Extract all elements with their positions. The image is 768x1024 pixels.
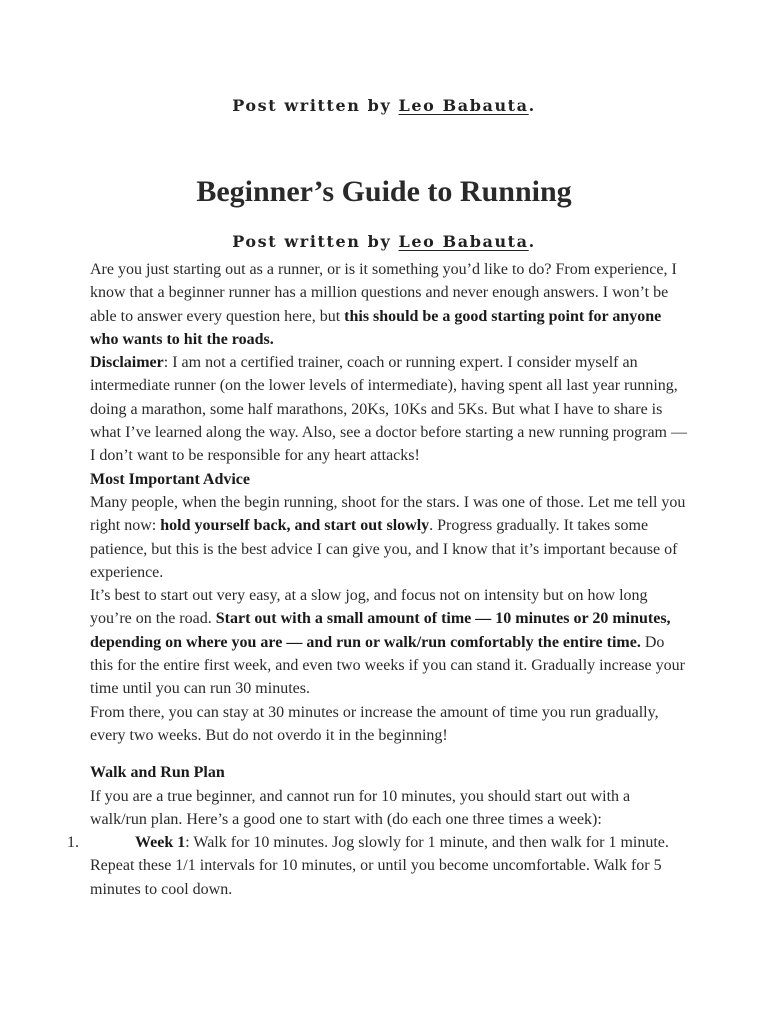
disclaimer-label: Disclaimer (90, 354, 164, 372)
page-title: Beginner’s Guide to Running (196, 175, 572, 208)
disclaimer-text: : I am not a certified trainer, coach or running expert. I consider myself an intermediate runner (on the lower levels of intermediate), having spent all last year running, doing a marathon, some half marathons, 20Ks, 10Ks and 5Ks. But what I have to share is what I’ve learned along the way. Also, see a doctor before starting a new running program — I don’t want to be responsible for any heart attacks! (90, 354, 687, 465)
intro-bold: this should be a good starting point for anyone who wants to hit the roads. (90, 307, 662, 348)
paragraph-spacer (90, 747, 690, 761)
plan-intro-paragraph: If you are a true beginner, and cannot run for 10 minutes, you should start out with a walk/run plan. Here’s a good one to start with (do each one three times a week): (90, 787, 631, 828)
disclaimer-paragraph (90, 351, 690, 467)
byline-prefix: Post written by (232, 96, 399, 115)
list-item-number: 1. (67, 834, 79, 852)
byline-suffix: . (528, 96, 536, 115)
advice-text: Do this for the entire first week, and even two weeks if you can stand it. Gradually increase your time until you can run 30 minutes. (90, 633, 685, 698)
author-link[interactable]: Leo Babauta (398, 96, 529, 115)
byline (0, 96, 768, 115)
byline-repeat (0, 232, 768, 251)
intro-paragraph (90, 258, 690, 351)
advice-text: Many people, when the begin running, shoot for the stars. I was one of those. Let me tell you right now: (90, 493, 686, 535)
advice-text: . Progress gradually. It takes some patience, but this is the best advice I can give you, and I know that it’s important because of experience. (90, 517, 678, 581)
advice-text: It’s best to start out very easy, at a slow jog, and focus not on intensity but on how long you’re on the road. (90, 587, 648, 628)
advice-bold: Start out with a small amount of time — 10 minutes or 20 minutes, depending on where you are — and run or walk/run comfortably the entire time. (90, 610, 671, 651)
byline-prefix: Post written by (232, 232, 399, 251)
intro-text: Are you just starting out as a runner, or is it something you’d like to do? From experience, I know that a beginner runner has a million questions and never enough answers. I won’t be able to answer every question here, but (90, 261, 677, 325)
byline-suffix: . (528, 232, 536, 251)
article-body (67, 258, 690, 901)
advice-paragraph-2 (90, 584, 690, 700)
author-link[interactable]: Leo Babauta (398, 232, 529, 251)
section-heading-advice: Most Important Advice (90, 470, 250, 488)
list-item-text: : Walk for 10 minutes. Jog slowly for 1 minute, and then walk for 1 minute. Repeat these 1/1 intervals for 10 minutes, or until you become uncomfortable. Walk for 5 minutes to cool down. (90, 834, 669, 898)
advice-bold: hold yourself back, and start out slowly (160, 517, 430, 535)
section-heading-plan: Walk and Run Plan (90, 764, 225, 782)
list-item (67, 831, 690, 901)
advice-paragraph-3: From there, you can stay at 30 minutes or increase the amount of time you run gradually, every two weeks. But do not overdo it in the beginning! (90, 703, 659, 744)
list-item-label: Week 1 (135, 834, 186, 852)
advice-paragraph-1 (90, 491, 690, 584)
